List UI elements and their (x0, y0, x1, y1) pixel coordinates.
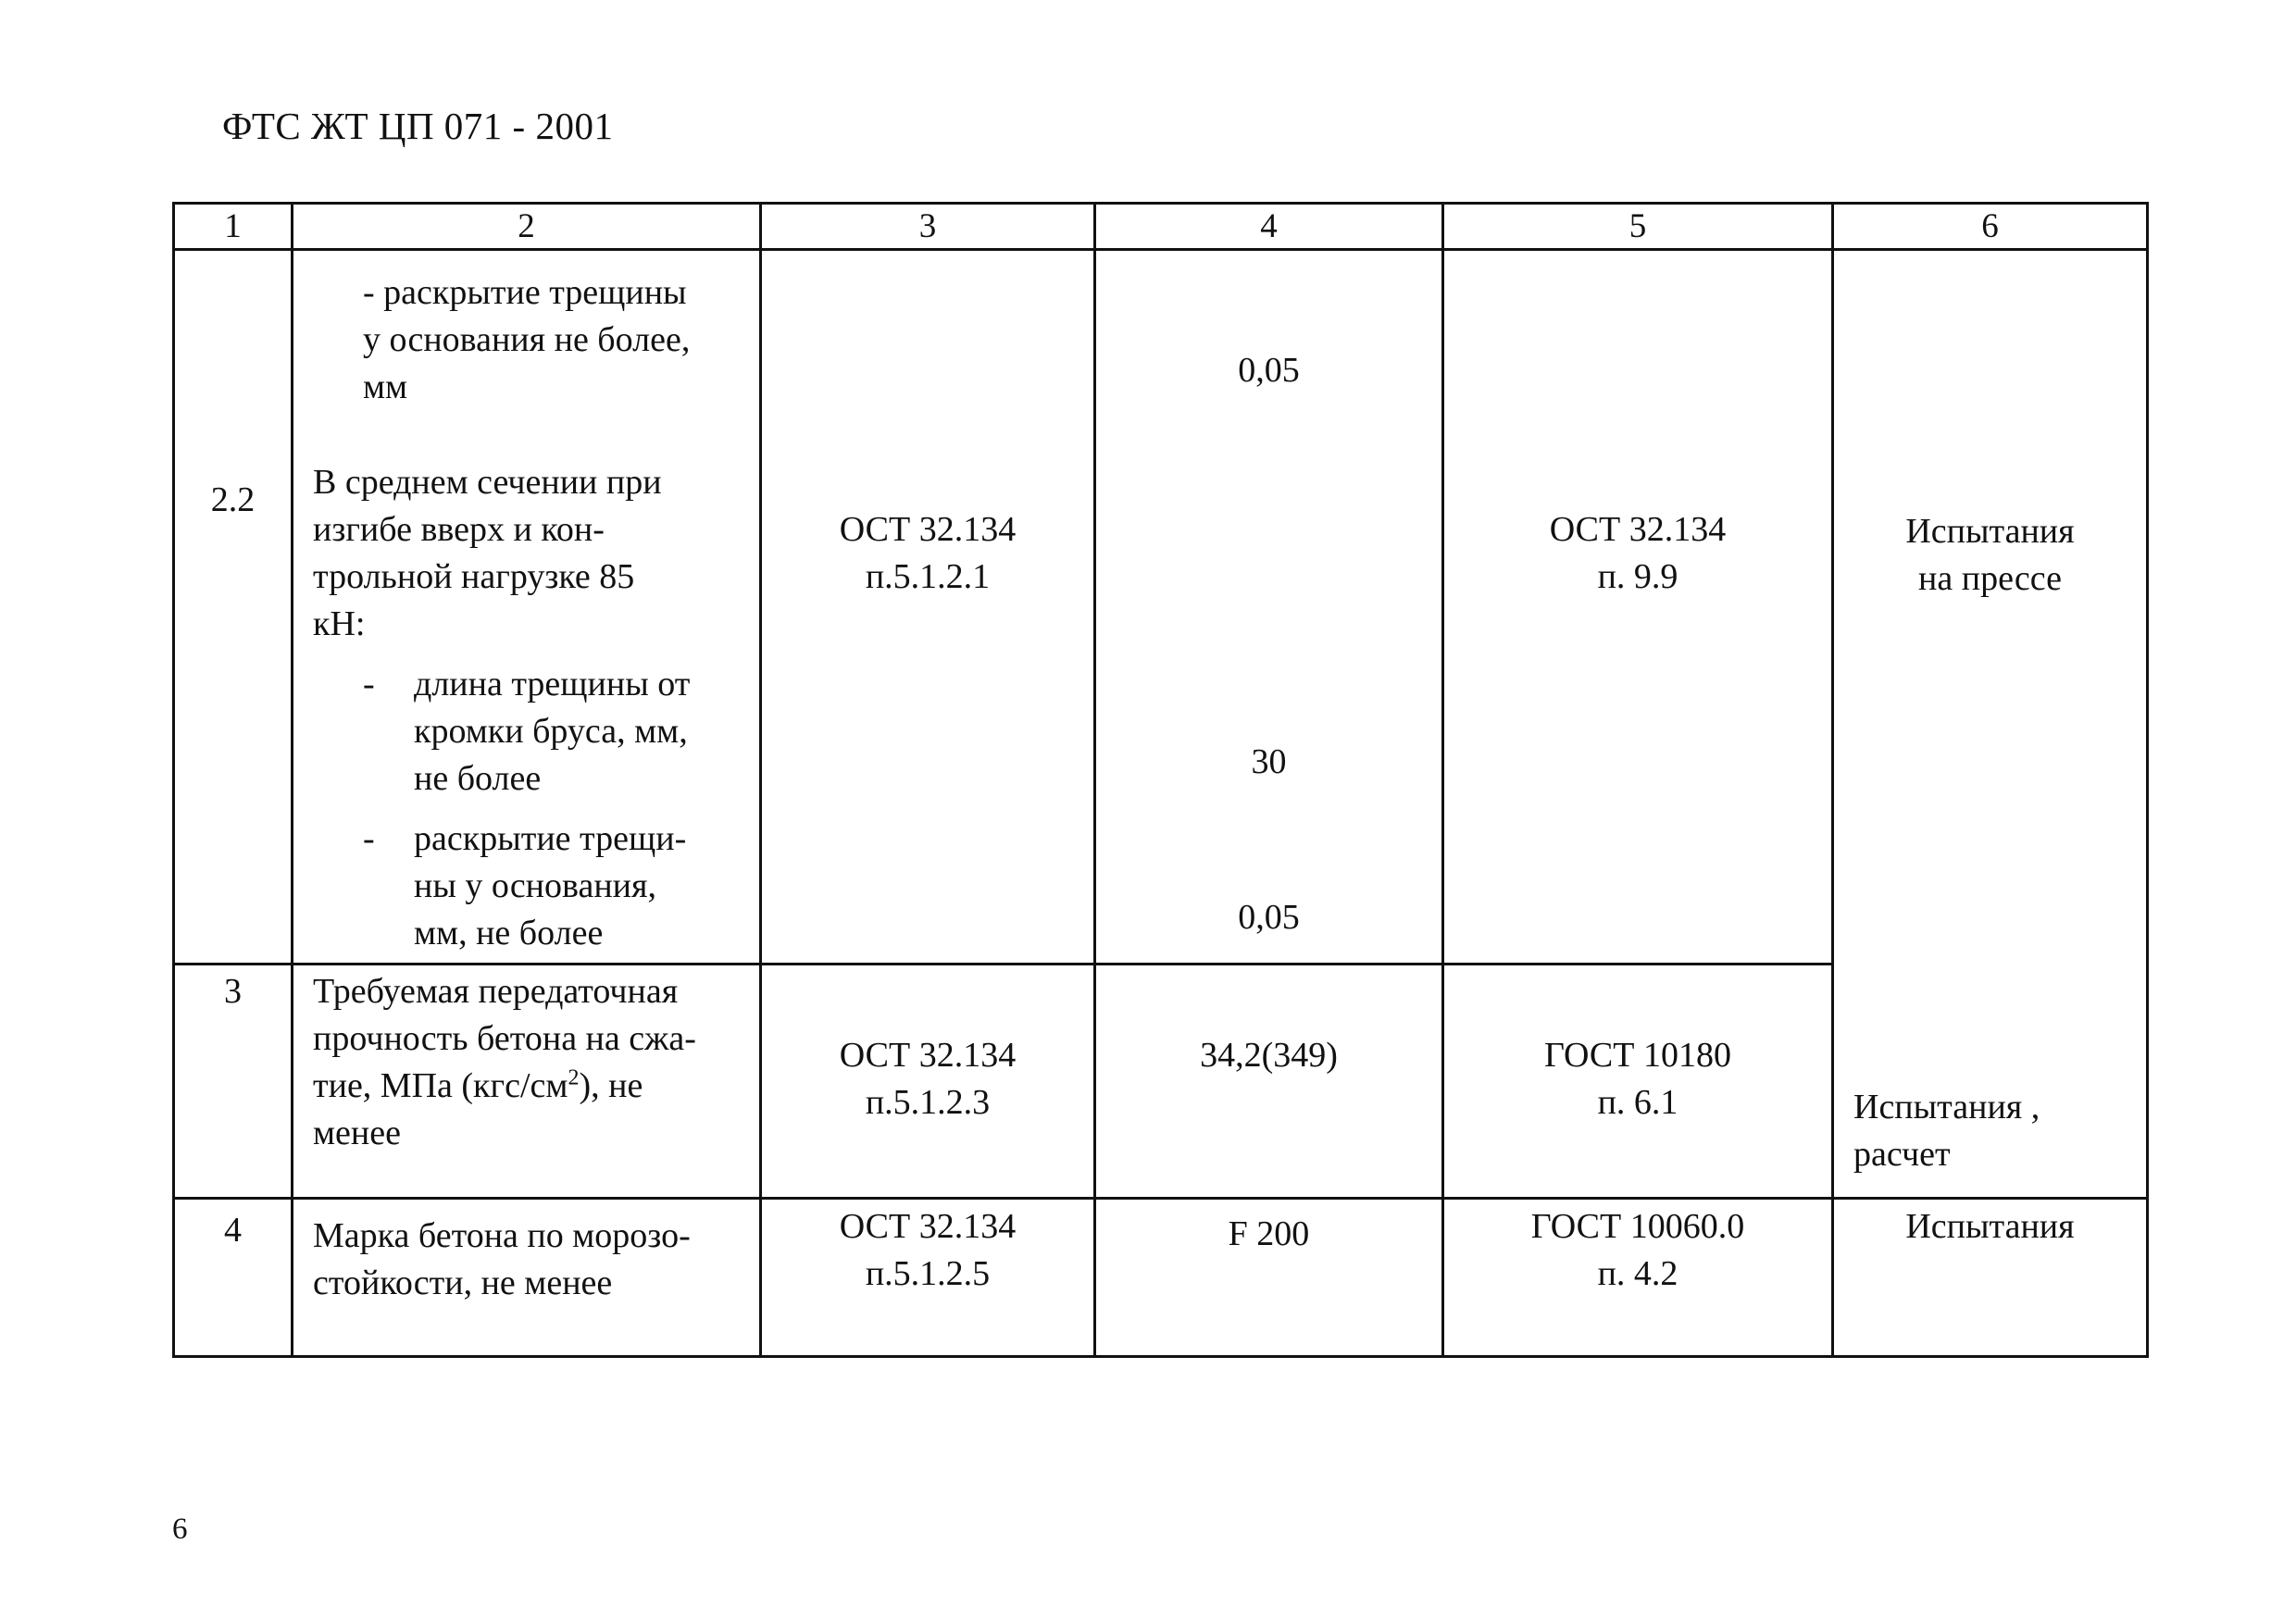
column-header: 4 (1095, 204, 1443, 250)
value: 34,2(349) (1200, 1036, 1338, 1075)
row-number: 4 (224, 1211, 242, 1250)
value: 0,05 (1238, 351, 1300, 390)
reference-line: ОСТ 32.134 (839, 1036, 1017, 1075)
method-cell (1443, 250, 1833, 965)
row-number-cell (174, 250, 293, 965)
column-header: 6 (1833, 204, 2148, 250)
reference-line: п.5.1.2.5 (865, 1254, 991, 1293)
requirement-cell (761, 250, 1095, 965)
table-header-row (174, 204, 2148, 250)
method-cell (1443, 1199, 1833, 1357)
description-line: ны у основания, (414, 866, 656, 905)
control-line: Испытания , (1853, 1088, 2040, 1126)
value-cell (1095, 1199, 1443, 1357)
reference-line: ОСТ 32.134 (1549, 510, 1727, 549)
dash-marker: - (363, 819, 375, 858)
control-method (1834, 508, 2146, 603)
description-heading (313, 459, 662, 648)
description-line: стойкости, не менее (313, 1263, 613, 1302)
description-text (313, 968, 696, 1157)
reference-line: ОСТ 32.134 (839, 1207, 1017, 1246)
method-reference (1444, 506, 1831, 601)
control-method (1834, 1203, 2146, 1251)
value: 30 (1251, 742, 1287, 781)
control-line: расчет (1853, 1135, 1951, 1174)
description-line: Марка бетона по морозо- (313, 1216, 691, 1255)
description-cell (293, 250, 761, 965)
control-cell (1833, 250, 2148, 1199)
description-line: мм, не более (414, 914, 604, 952)
method-reference (1444, 1203, 1831, 1298)
control-line: Испытания (1905, 1207, 2075, 1246)
description-line: - раскрытие трещины (363, 273, 687, 312)
description-line: кН: (313, 604, 366, 643)
description-line: длина трещины от (414, 665, 691, 703)
description-line: В среднем сечении при (313, 463, 662, 502)
requirement-cell (761, 965, 1095, 1199)
value-cell (1095, 250, 1443, 965)
specification-table (172, 202, 2149, 1358)
document-code-header: ФТС ЖТ ЦП 071 - 2001 (222, 105, 614, 147)
description-top-lines (363, 269, 690, 411)
description-line: менее (313, 1114, 401, 1152)
row-number: 3 (224, 972, 242, 1011)
description-item (363, 661, 690, 803)
method-reference (1444, 1032, 1831, 1126)
row-number: 2.2 (210, 480, 256, 519)
row-number-cell (174, 1199, 293, 1357)
method-cell (1443, 965, 1833, 1199)
reference-line: п. 4.2 (1597, 1254, 1678, 1293)
control-cell (1833, 1199, 2148, 1357)
description-line: прочность бетона на сжа- (313, 1019, 696, 1058)
requirement-cell (761, 1199, 1095, 1357)
requirement-reference (762, 506, 1093, 601)
value-cell (1095, 965, 1443, 1199)
description-line: тие, МПа $(кгс/см^2)$, не (313, 1065, 643, 1105)
description-text (313, 1213, 691, 1307)
reference-line: ГОСТ 10060.0 (1530, 1207, 1745, 1246)
description-line: мм (363, 367, 408, 406)
value: 0,05 (1238, 898, 1300, 937)
reference-line: п.5.1.2.1 (865, 557, 991, 596)
requirement-reference (762, 1032, 1093, 1126)
reference-line: ГОСТ 10180 (1544, 1036, 1731, 1075)
reference-line: п.5.1.2.3 (865, 1083, 991, 1122)
description-line: изгибе вверх и кон- (313, 510, 605, 549)
value: F 200 (1228, 1214, 1310, 1253)
reference-line: п. 6.1 (1597, 1083, 1678, 1122)
description-cell (293, 1199, 761, 1357)
column-header: 1 (174, 204, 293, 250)
control-method (1853, 1084, 2040, 1178)
page-number: 6 (172, 1512, 188, 1546)
column-header: 3 (761, 204, 1095, 250)
description-line: Требуемая передаточная (313, 972, 679, 1011)
description-line: у основания не более, (363, 320, 691, 359)
reference-line: п. 9.9 (1597, 557, 1678, 596)
description-item (363, 815, 686, 957)
description-line: трольной нагрузке 85 (313, 557, 635, 596)
dash-marker: - (363, 665, 375, 703)
table-row (174, 1199, 2148, 1357)
description-line: кромки бруса, мм, (414, 712, 688, 751)
reference-line: ОСТ 32.134 (839, 510, 1017, 549)
column-header: 5 (1443, 204, 1833, 250)
control-line: Испытания (1905, 512, 2075, 551)
description-line: раскрытие трещи- (414, 819, 687, 858)
column-header: 2 (293, 204, 761, 250)
requirement-reference (762, 1203, 1093, 1298)
row-number-cell (174, 965, 293, 1199)
control-line: на прессе (1918, 559, 2062, 598)
description-line: не более (414, 759, 542, 798)
description-cell (293, 965, 761, 1199)
table-row (174, 250, 2148, 965)
